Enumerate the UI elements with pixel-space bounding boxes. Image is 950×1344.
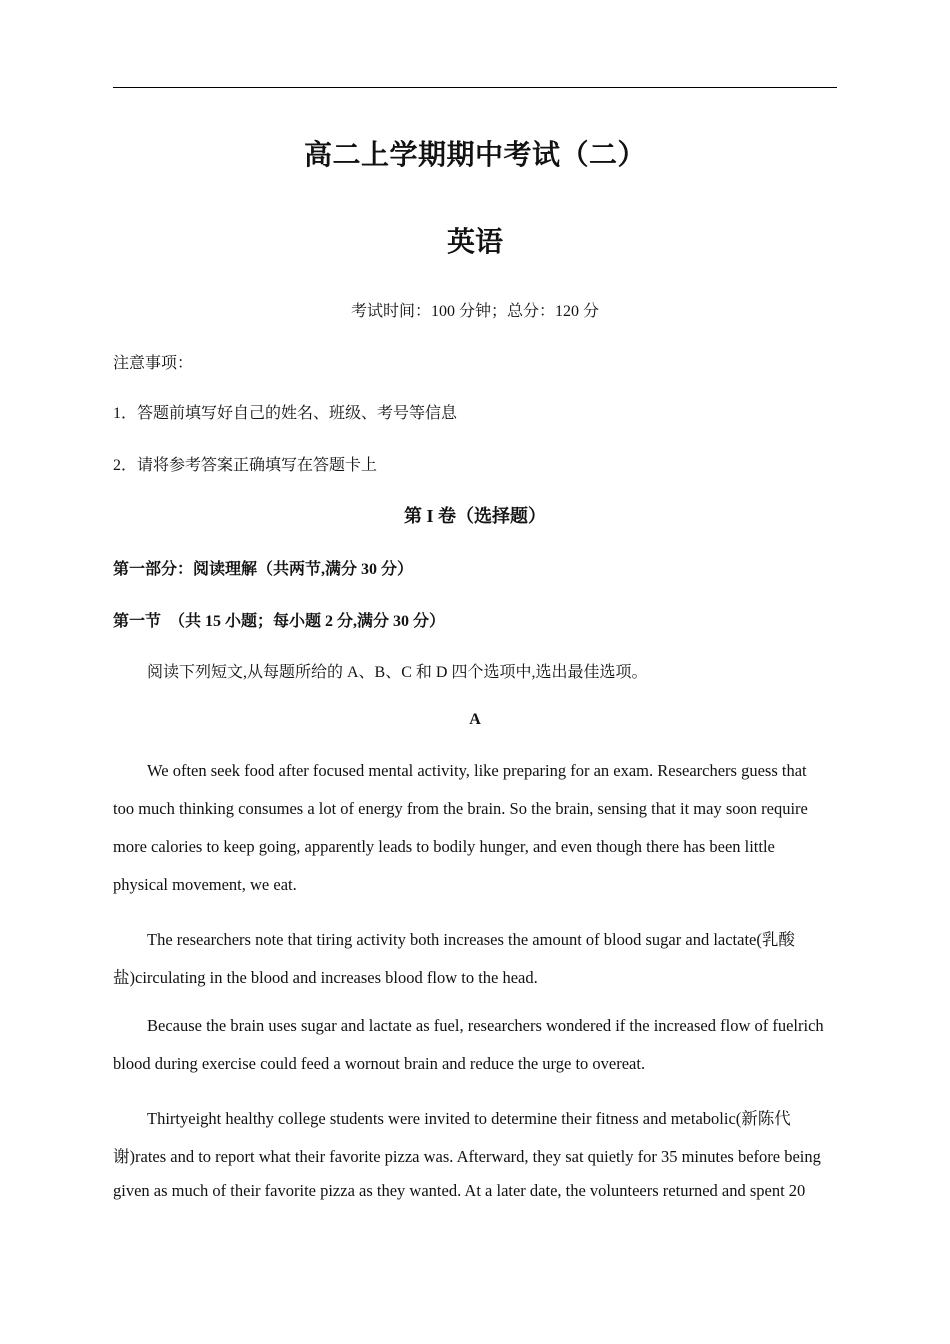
exam-title: 高二上学期期中考试（二）: [303, 138, 646, 171]
passage-line: too much thinking consumes a lot of energy from the brain. So the brain, sensing that it may soon require: [113, 799, 808, 818]
passage-label: A: [469, 711, 481, 728]
passage-line: 盐)circulating in the blood and increases blood flow to the head.: [113, 968, 538, 987]
passage-line: more calories to keep going, apparently leads to bodily hunger, and even though there has been little: [113, 837, 775, 856]
part-title: 第一部分：阅读理解（共两节,满分 30 分）: [113, 561, 414, 578]
instruction-text: 阅读下列短文,从每题所给的 A、B、C 和 D 四个选项中,选出最佳选项。: [147, 664, 648, 681]
passage-line: 谢)rates and to report what their favorite pizza was. Afterward, they sat quietly for 35 minutes before being: [113, 1147, 821, 1166]
passage-line: physical movement, we eat.: [113, 875, 297, 894]
subsection-title: 第一节 （共 15 小题；每小题 2 分,满分 30 分）: [113, 613, 446, 630]
passage-line: blood during exercise could feed a wornout brain and reduce the urge to overeat.: [113, 1054, 646, 1073]
notes-label: 注意事项：: [113, 355, 194, 372]
note-item: 2．请将参考答案正确填写在答题卡上: [113, 457, 378, 474]
passage-line: given as much of their favorite pizza as they wanted. At a later date, the volunteers returned and spent 20: [113, 1181, 806, 1200]
note-item: 1．答题前填写好自己的姓名、班级、考号等信息: [113, 405, 458, 422]
passage-line: We often seek food after focused mental activity, like preparing for an exam. Researchers guess that: [147, 761, 807, 780]
passage-line: The researchers note that tiring activity both increases the amount of blood sugar and lactate(乳酸: [147, 930, 795, 949]
subject-title: 英语: [446, 225, 503, 258]
volume-title: 第 I 卷（选择题）: [403, 506, 546, 526]
exam-info: 考试时间：100 分钟；总分：120 分: [350, 303, 599, 320]
passage-line: Because the brain uses sugar and lactate as fuel, researchers wondered if the increased flow of fuelrich: [147, 1016, 824, 1035]
header-rule: [113, 87, 837, 88]
passage-line: Thirtyeight healthy college students were invited to determine their fitness and metabolic(新陈代: [147, 1109, 791, 1128]
